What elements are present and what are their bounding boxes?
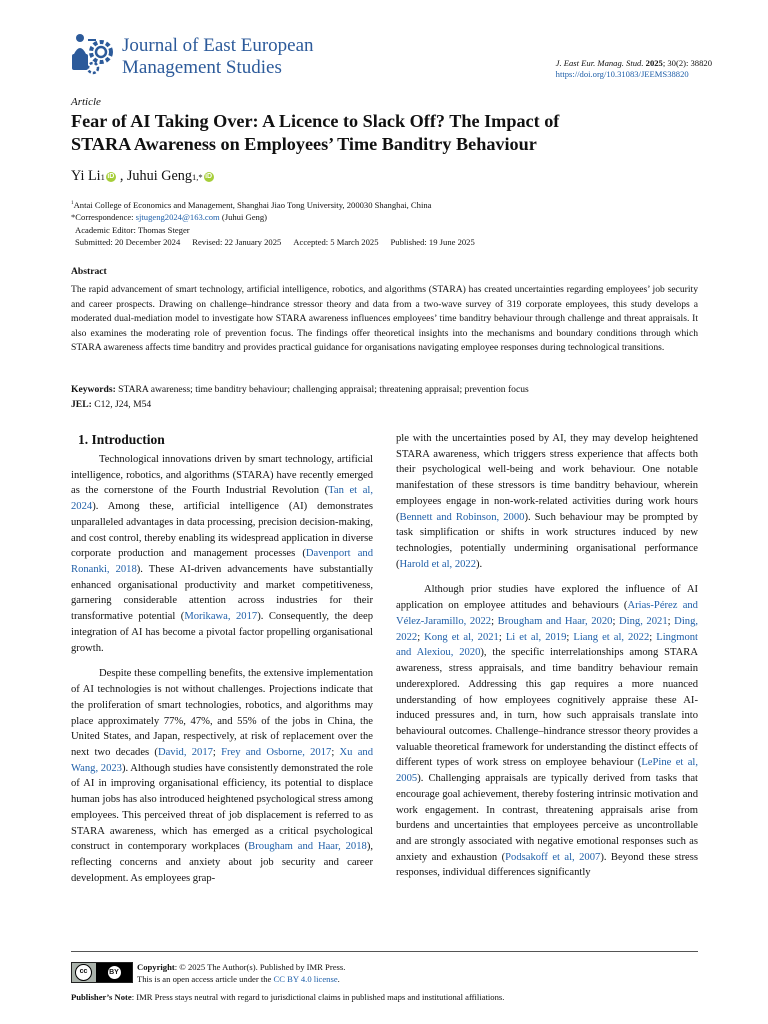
- citation-link[interactable]: Tan et al, 2024: [71, 485, 373, 513]
- paragraph: [396, 582, 698, 881]
- keywords-text: STARA awareness; time banditry behaviour; challenging appraisal; threatening appraisal; prevention focus: [115, 384, 529, 395]
- paragraph-text: ;: [417, 631, 425, 643]
- body-column-left: [71, 452, 373, 886]
- correspondence-label: *Correspondence:: [71, 212, 136, 223]
- correspondence-name: (Juhui Geng): [219, 212, 267, 223]
- revised-date: Revised: 22 January 2025: [192, 237, 282, 248]
- correspondence: [71, 211, 475, 224]
- citation-link[interactable]: Harold et al, 2022: [399, 558, 477, 570]
- submitted-date: Submitted: 20 December 2024: [75, 237, 181, 248]
- author-affil-sup: 1: [100, 171, 105, 182]
- license-suffix: .: [337, 973, 340, 984]
- author-list: [71, 168, 218, 185]
- publication-dates: [75, 236, 475, 249]
- citation-link[interactable]: Morikawa, 2017: [184, 611, 258, 623]
- paragraph-text: ;: [331, 746, 340, 758]
- paragraph-text: ;: [491, 615, 498, 627]
- paragraph-text: Although prior studies have explored the influence of AI application on employee attitudes and behaviours (: [396, 584, 698, 612]
- citation-link[interactable]: Podsakoff et al, 2007: [505, 851, 601, 863]
- copyright-label: Copyright: [137, 962, 175, 972]
- abstract-text: The rapid advancement of smart technology, artificial intelligence, robotics, and algorithms (STARA) has created uncertainties regarding employees’ job security and career prospects. Drawing on challenge–hindrance stressor theory and data from a two-wave survey of 319 corporate employees, this study develops a moderated dual-mediation model to investigate how STARA awareness influences employees’ time banditry behaviour through challenge and threat appraisals. It also examines the moderating role of prevention focus. The findings offer theoretical insights into the mechanisms and boundary conditions through which STARA awareness affects time banditry and provides practical guidance for organisations navigating employee responses during technological transitions.: [71, 284, 698, 354]
- affiliation: [71, 197, 475, 211]
- accepted-date: Accepted: 5 March 2025: [293, 237, 379, 248]
- jel-text: C12, J24, M54: [91, 398, 152, 410]
- citation-link[interactable]: Arias-Pérez and Vélez-Jaramillo, 2022: [396, 600, 698, 627]
- paragraph-text: ). These AI-driven advancements have substantially enhanced organisational productivity and market competitiveness, garnering considerable attention across industries for their transformative potential (: [71, 564, 373, 623]
- paragraph: [71, 452, 373, 656]
- section-heading: 1. Introduction: [78, 432, 165, 447]
- paragraph-text: ;: [612, 615, 619, 627]
- citation-link[interactable]: Ding, 2022: [396, 615, 699, 643]
- citation-link[interactable]: Bennett and Robinson, 2000: [399, 511, 525, 523]
- cc-by-license-icon[interactable]: [71, 962, 133, 983]
- paragraph-text: ;: [649, 631, 657, 643]
- footer-divider: [71, 951, 698, 952]
- citation-line: [556, 58, 712, 69]
- author-separator: ,: [119, 168, 127, 184]
- citation-link[interactable]: Liang et al, 2022: [573, 631, 650, 643]
- paragraph-text: ). Consequently, the deep integration of AI has become a pivotal factor propelling organisational growth.: [71, 611, 373, 654]
- citation-link[interactable]: Brougham and Haar, 2018: [248, 841, 367, 853]
- paragraph: [71, 666, 373, 886]
- affiliation-text: Antai College of Economics and Management, Shanghai Jiao Tong University, 200030 Shanghai, China: [73, 199, 432, 210]
- license-prefix: This is an open access article under the: [137, 973, 274, 984]
- citation-link[interactable]: LePine et al, 2005: [396, 757, 698, 785]
- license-link[interactable]: CC BY 4.0 license: [273, 973, 338, 984]
- keywords: [71, 383, 529, 398]
- citation-link[interactable]: Lingmont and Alexiou, 2020: [396, 631, 699, 659]
- citation-link[interactable]: Li et al, 2019: [505, 631, 567, 643]
- correspondence-email-link[interactable]: sjtugeng2024@163.com: [135, 212, 220, 223]
- citation-block: [556, 58, 712, 80]
- journal-name-line1: Journal of East European: [122, 35, 314, 56]
- academic-editor: Academic Editor: Thomas Steger: [75, 224, 190, 235]
- paragraph-text: ). Such behaviour may be prompted by task simplification or shifts in work structures induced by new technologies, potentially undermining organisational performance (: [396, 511, 698, 570]
- citation-link[interactable]: David, 2017: [157, 746, 213, 758]
- publisher-note-text: : IMR Press stays neutral with regard to jurisdictional claims in published maps and institutional affiliations.: [131, 992, 505, 1002]
- abstract-heading: Abstract: [71, 266, 107, 277]
- publisher-note-label: Publisher’s Note: [71, 992, 132, 1002]
- paragraph-text: ;: [498, 631, 506, 643]
- paragraph-text: ). Challenging appraisals are typically derived from tasks that encourage goal achievement, thereby fostering intrinsic motivation and work engagement. In contrast, threatening appraisals arise from burdens and uncertainties that employees perceive as uncontrollable and are strongly associated with negative emotional responses such as anxiety and exhaustion (: [396, 773, 698, 863]
- paragraph-text: ), the specific interrelationships among STARA awareness, stress appraisals, and time banditry behaviour remain underexplored. Addressing this gap requires a more nuanced understanding of how employees cognitively appraise these AI-induced pressures and, in turn, how such appraisals translate into behavioural outcomes. Challenge–hindrance stressor theory provides a valuable theoretical framework for understanding the distinct effects of different types of work stress on employee behaviour (: [396, 647, 698, 769]
- copyright-text: : © 2025 The Author(s). Published by IMR Press.: [174, 962, 346, 972]
- cc-icon: cc: [75, 964, 92, 981]
- affiliation-block: [71, 197, 475, 249]
- copyright-line: [137, 962, 345, 974]
- citation-link[interactable]: Brougham and Haar, 2020: [497, 615, 613, 627]
- paragraph-text: ple with the uncertainties posed by AI, they may develop heightened STARA awareness, which triggers stress experience that affects both their psychological well-being and work behaviour. One notable manifestation of these stressors is time banditry behaviour, wherein employees engage in non-work-related activities during work hours (: [396, 433, 698, 523]
- citation-link[interactable]: Davenport and Ronanki, 2018: [71, 548, 373, 576]
- paragraph-text: Technological innovations driven by smart technology, artificial intelligence, robotics, and algorithms (STARA) have recently emerged as the cornerstone of the Fourth Industrial Revolution (: [71, 454, 373, 497]
- keywords-block: [71, 383, 529, 412]
- by-icon: [96, 963, 132, 982]
- jel-codes: [71, 398, 529, 413]
- paragraph-text: ).: [476, 558, 483, 570]
- author-name[interactable]: Yi Li: [71, 168, 101, 184]
- citation-volume: ; 30(2): 38820: [662, 58, 712, 68]
- author-affil-sup: 1,*: [191, 171, 203, 182]
- paragraph-text: ). Beyond these stress responses, individual differences significantly: [396, 851, 698, 879]
- keywords-label: Keywords:: [71, 384, 116, 395]
- citation-year: 2025: [645, 58, 663, 68]
- author-name[interactable]: Juhui Geng: [126, 168, 192, 184]
- body-column-right: [396, 431, 698, 881]
- article-title: [71, 110, 691, 156]
- jel-label: JEL:: [71, 398, 92, 410]
- citation-link[interactable]: Ding, 2021: [619, 615, 668, 627]
- title-line2: STARA Awareness on Employees’ Time Banditry Behaviour: [71, 134, 537, 154]
- paragraph: [396, 431, 698, 572]
- journal-name: [122, 35, 314, 79]
- copyright-block: [137, 962, 345, 985]
- affiliation-sup: 1: [71, 200, 74, 206]
- paragraph-text: ), reflecting concerns and anxiety about job security and career development. As employees grap-: [71, 841, 373, 884]
- title-line1: Fear of AI Taking Over: A Licence to Slack Off? The Impact of: [71, 111, 560, 131]
- citation-link[interactable]: Frey and Osborne, 2017: [221, 746, 332, 758]
- paragraph-text: ). Among these, artificial intelligence (AI) demonstrates unparalleled advantages in data processing, precision decision-making, and cost control, thereby enabling its widespread application in diverse corporate production and management processes (: [71, 501, 373, 560]
- orcid-icon[interactable]: iD: [107, 172, 115, 180]
- paragraph-text: ;: [212, 746, 222, 758]
- paragraph-text: ). Although studies have consistently demonstrated the role of AI in improving organisational efficiency, its potential to displace human jobs has also introduced heightened psychological stress among employees. This perceived threat of job displacement is referred to as STARA awareness, which has emerged as a critical psychological construct in contemporary workplaces (: [71, 762, 373, 853]
- published-date: Published: 19 June 2025: [390, 237, 475, 248]
- paragraph-text: ;: [566, 631, 574, 643]
- paragraph-text: ;: [667, 615, 675, 627]
- journal-name-line2: Management Studies: [122, 57, 282, 78]
- license-line: [137, 974, 345, 986]
- journal-logo-icon: [68, 30, 118, 76]
- by-label: BY: [108, 966, 121, 979]
- citation-link[interactable]: Xu and Wang, 2023: [71, 746, 374, 774]
- paragraph-text: Despite these compelling benefits, the extensive implementation of AI technologies is not without challenges. Projections indicate that the proliferation of smart technologies, robotics, and algorithms may place approximately 77%, 47%, and 55% of the jobs in China, the United States, and Japan, respectively, at risk of replacement over the next two decades (: [71, 668, 373, 758]
- article-type: Article: [71, 96, 101, 108]
- orcid-icon[interactable]: iD: [205, 172, 213, 180]
- publisher-note: [71, 992, 504, 1002]
- doi-link[interactable]: https://doi.org/10.31083/JEEMS38820: [555, 69, 689, 79]
- citation-link[interactable]: Kong et al, 2021: [424, 631, 499, 643]
- citation-journal: J. East Eur. Manag. Stud.: [555, 58, 644, 68]
